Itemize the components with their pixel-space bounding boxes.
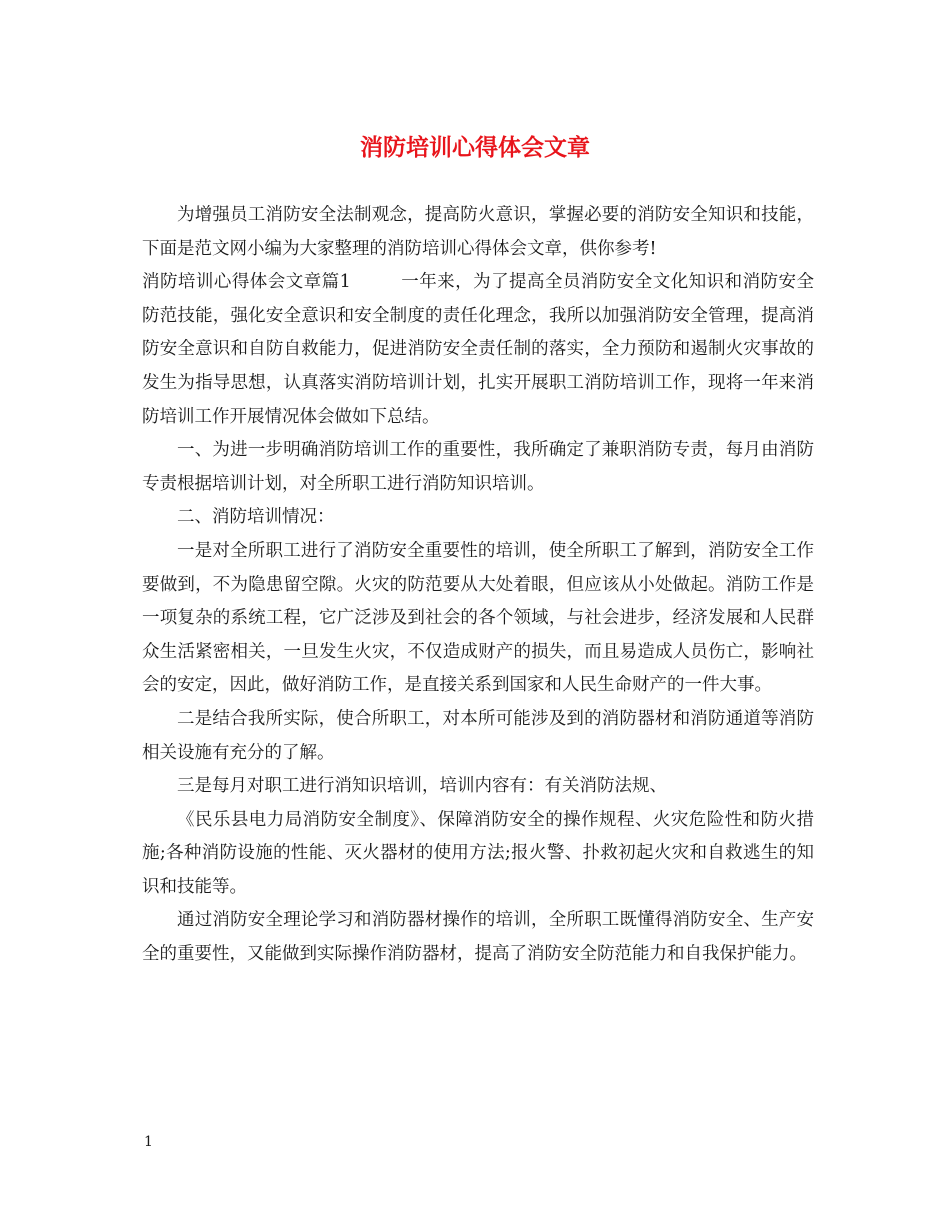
article-body: 一年来，为了提高全员消防安全文化知识和消防安全防范技能，强化安全意识和安全制度的责任化理念，我所以加强消防安全管理，提高消防安全意识和自防自救能力，促进消防安全责任制的落实，全力预防和遏制火灾事故的发生为指导思想，认真落实消防培训计划，扎实开展职工消防培训工作，现将一年来消防培训工作开展情况体会做如下总结。 <box>142 272 814 427</box>
document-title: 消防培训心得体会文章 <box>360 134 590 161</box>
point-two-paragraph: 二是结合我所实际，使合所职工，对本所可能涉及到的消防器材和消防通道等消防相关设施有充分的了解。 <box>142 708 814 763</box>
section-two-heading: 二、消防培训情况： <box>177 507 335 528</box>
point-three-paragraph: 《民乐县电力局消防安全制度》、保障消防安全的操作规程、火灾危险性和防火措施;各种消防设施的性能、灭火器材的使用方法;报火警、扑救初起火灾和自救逃生的知识和技能等。 <box>142 809 814 897</box>
intro-paragraph: 为增强员工消防安全法制观念，提高防火意识，掌握必要的消防安全知识和技能，下面是范文网小编为大家整理的消防培训心得体会文章，供你参考! <box>142 205 814 259</box>
point-three-line: 三是每月对职工进行消知识培训，培训内容有：有关消防法规、 <box>177 776 667 797</box>
point-one-paragraph: 一是对全所职工进行了消防安全重要性的培训，使全所职工了解到，消防安全工作要做到，不为隐患留空隙。火灾的防范要从大处着眼，但应该从小处做起。消防工作是一项复杂的系统工程，它广泛涉及到社会的各个领域，与社会进步，经济发展和人民群众生活紧密相关，一旦发生火灾，不仅造成财产的损失，而且易造成人员伤亡，影响社会的安定，因此，做好消防工作，是直接关系到国家和人民生命财产的一件大事。 <box>142 540 814 696</box>
article-label: 消防培训心得体会文章篇1 <box>142 272 351 293</box>
document-body <box>142 199 814 972</box>
conclusion-paragraph: 通过消防安全理论学习和消防器材操作的培训，全所职工既懂得消防安全、生产安全的重要性，又能做到实际操作消防器材，提高了消防安全防范能力和自我保护能力。 <box>142 910 814 965</box>
page-number: 1 <box>144 1134 153 1150</box>
section-one-paragraph: 一、为进一步明确消防培训工作的重要性，我所确定了兼职消防专责，每月由消防专责根据培训计划，对全所职工进行消防知识培训。 <box>142 440 814 494</box>
article-paragraph <box>142 266 814 434</box>
